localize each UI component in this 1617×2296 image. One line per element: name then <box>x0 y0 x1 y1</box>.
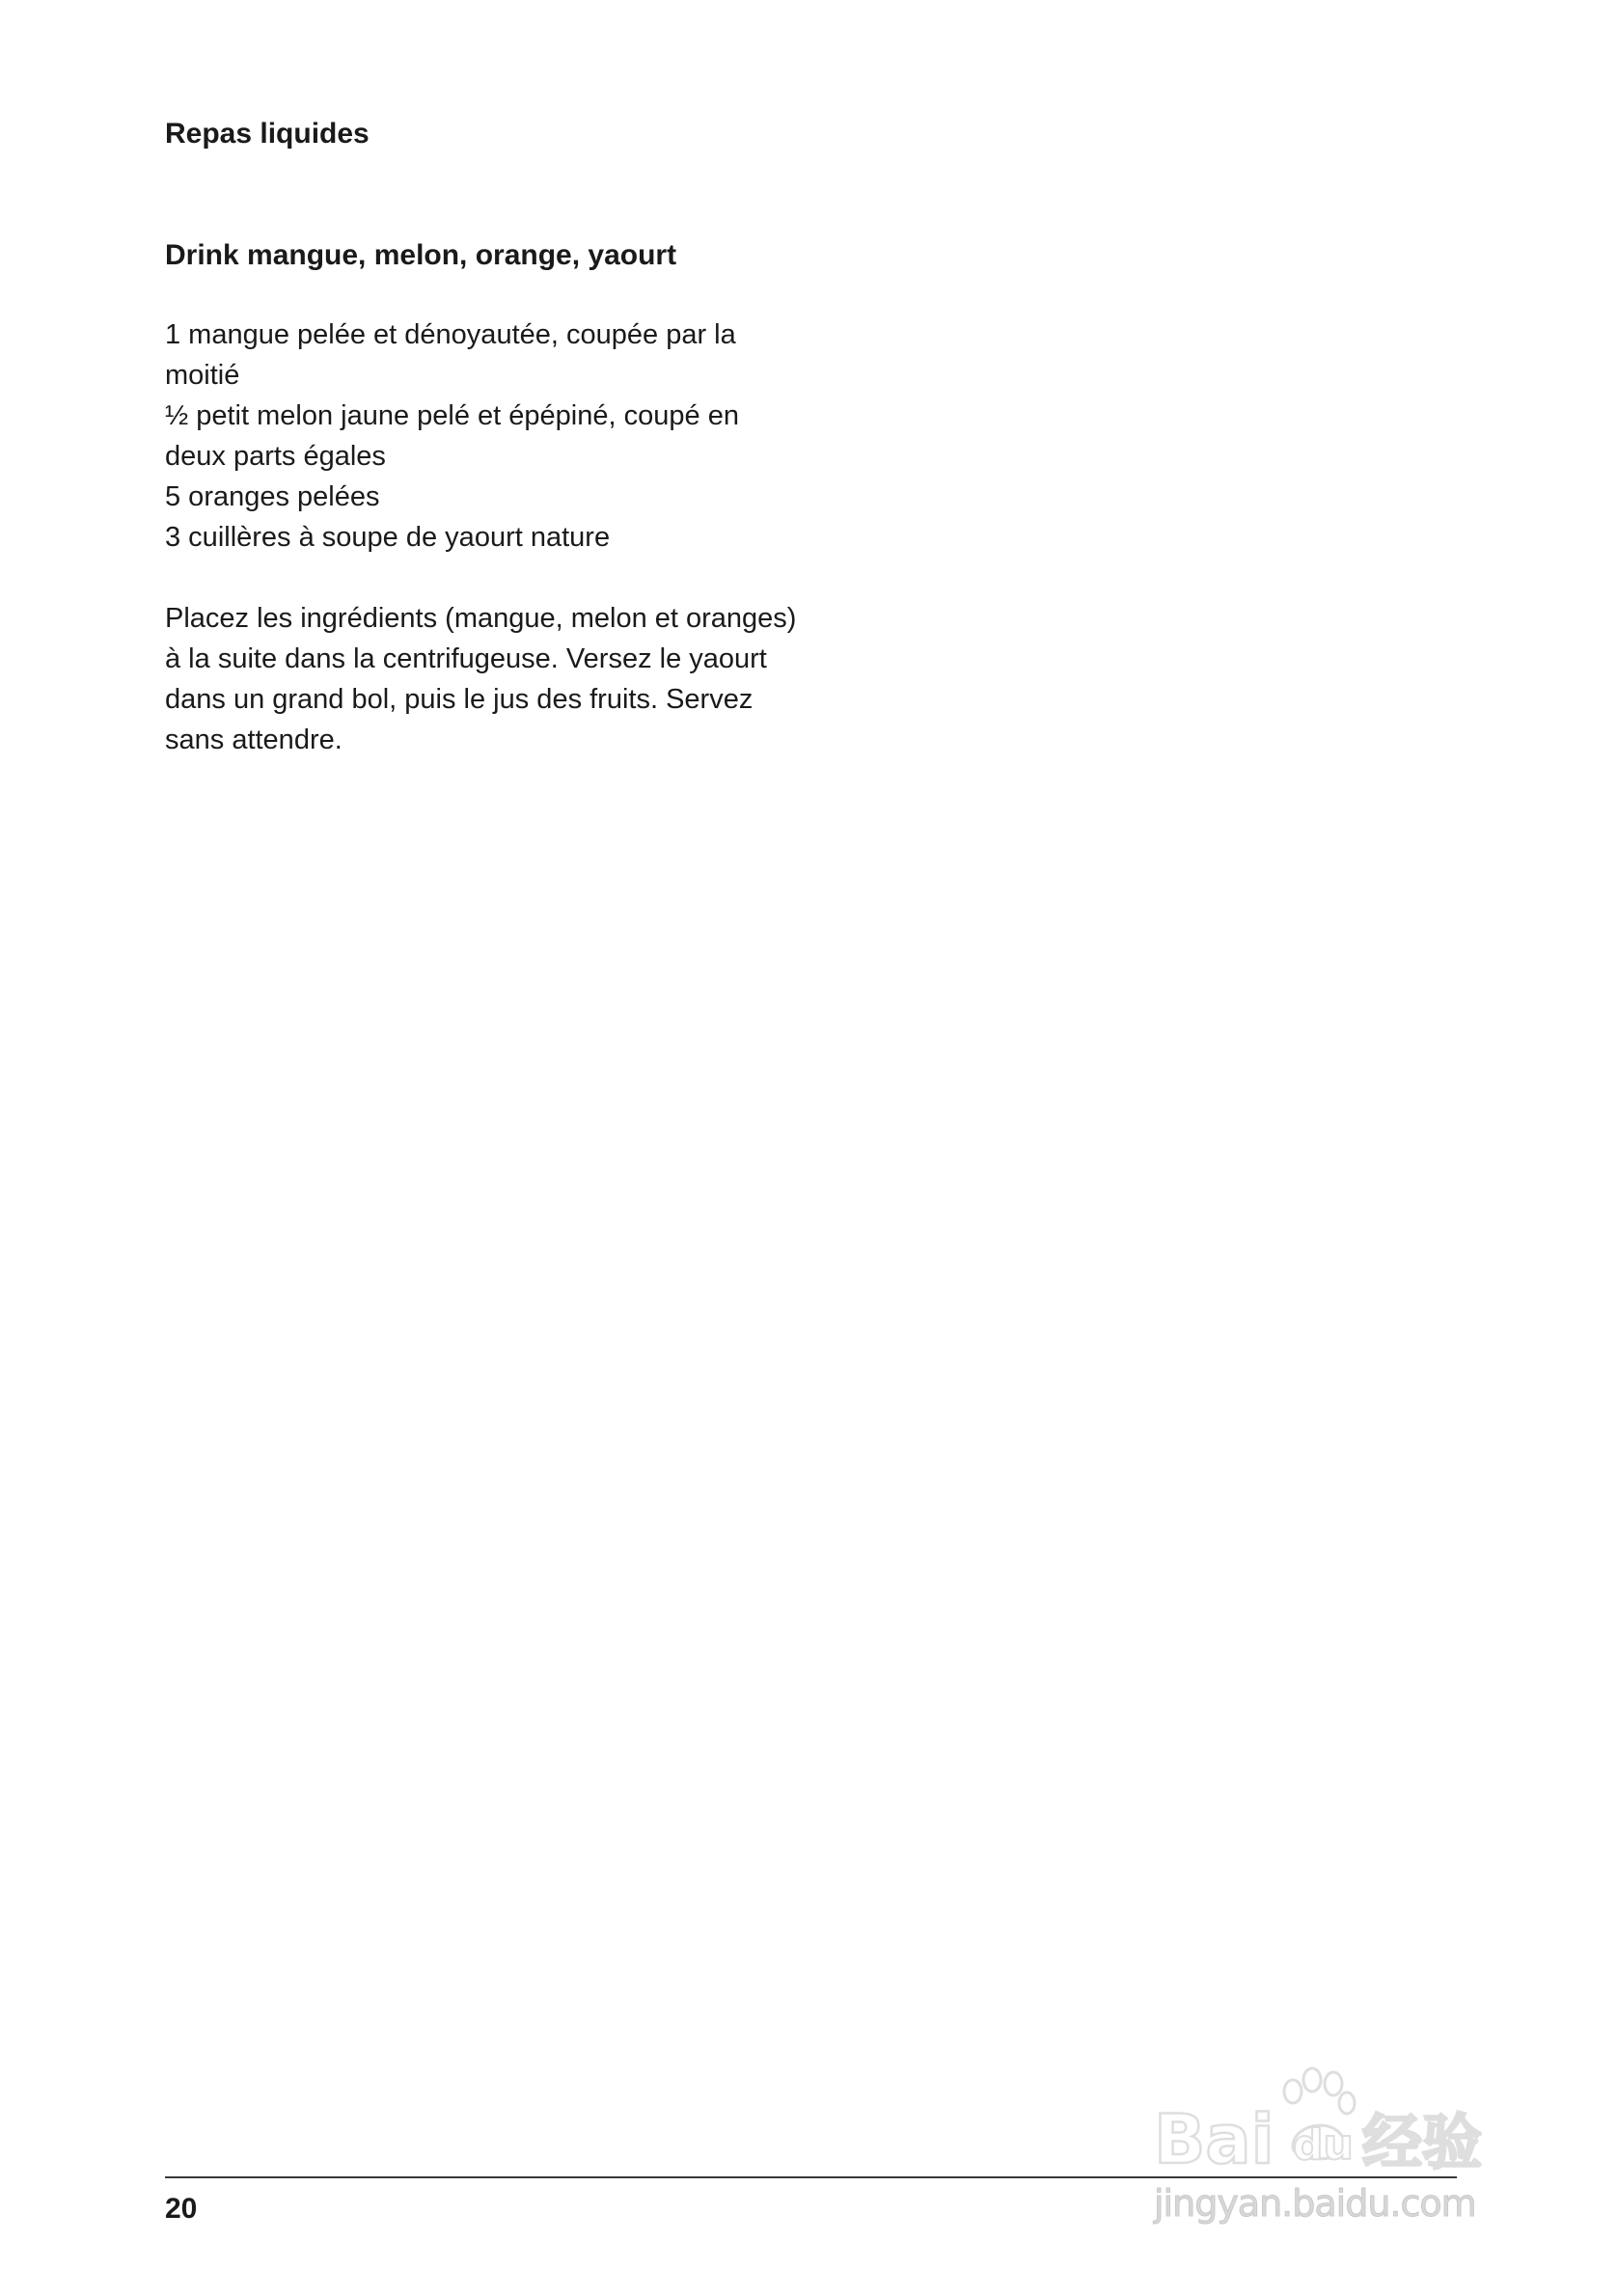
page-content <box>165 114 802 760</box>
section-title: Repas liquides <box>165 118 370 150</box>
ingredient-item: 5 oranges pelées <box>165 481 380 512</box>
ingredient-item: 1 mangue pelée et dénoyautée, coupée par la moitié <box>165 319 736 391</box>
ingredient-item: 3 cuillères à soupe de yaourt nature <box>165 522 611 553</box>
page-number: 20 <box>165 2193 198 2225</box>
recipe-title: Drink mangue, melon, orange, yaourt <box>165 239 677 271</box>
svg-text:du: du <box>1293 2120 1354 2170</box>
recipe-instructions: Placez les ingrédients (mangue, melon et oranges) à la suite dans la centrifugeuse. Versez le yaourt dans un grand bol, puis le jus des fruits. Servez sans attendre. <box>165 603 797 755</box>
watermark-url: jingyan.baidu.com <box>1154 2182 1476 2225</box>
ingredient-list <box>165 314 802 558</box>
ingredient-item: ½ petit melon jaune pelé et épépiné, coupé en deux parts égales <box>165 400 739 472</box>
baidu-paw-icon <box>1148 2055 1534 2180</box>
svg-text:Bai: Bai <box>1154 2100 1274 2179</box>
svg-text:经验: 经验 <box>1362 2107 1483 2177</box>
